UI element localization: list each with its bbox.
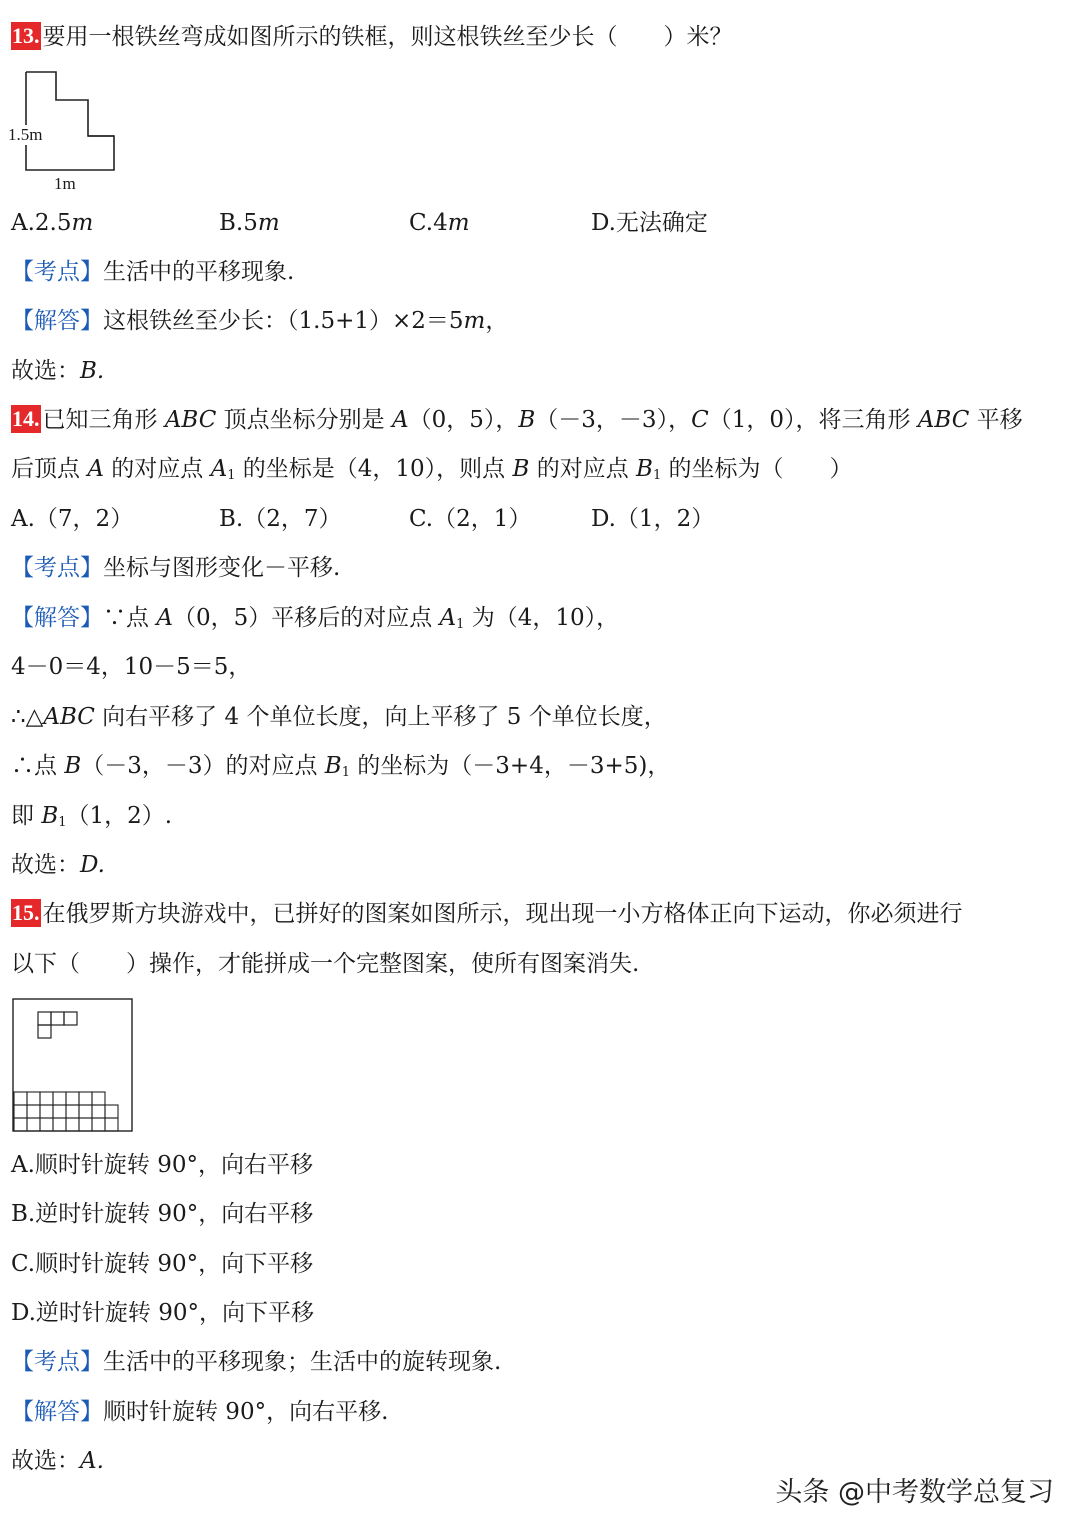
stack-cell: [66, 1118, 79, 1131]
q15-jieda: 【解答】顺时针旋转 90°，向右平移.: [11, 1399, 389, 1425]
q13-jieda: 【解答】这根铁丝至少长：（1.5+1）×2＝5m，: [11, 308, 509, 334]
q13-option-d[interactable]: D.无法确定: [591, 210, 708, 236]
q14-answer: 故选：D.: [11, 852, 105, 878]
stack-cell: [53, 1092, 66, 1105]
stack-cell: [14, 1118, 27, 1131]
jieda-tag: 【解答】: [11, 605, 103, 631]
q15-option-a[interactable]: A.顺时针旋转 90°，向右平移: [11, 1152, 313, 1178]
answer-value: D.: [80, 852, 105, 878]
q13-stem-text: 要用一根铁丝弯成如图所示的铁框，则这根铁丝至少长（ ）米？: [42, 24, 733, 50]
q13-kaodian: [11, 255, 1072, 289]
stack-cell: [40, 1118, 53, 1131]
q15-option-b[interactable]: B.逆时针旋转 90°，向右平移: [11, 1201, 314, 1227]
q13-answer: 故选：B.: [11, 358, 105, 384]
q15-answer: 故选：A.: [11, 1448, 104, 1474]
q14-jieda-line3: ∴△ABC 向右平移了 4 个单位长度，向上平移了 5 个单位长度，: [11, 704, 667, 730]
stack-cell: [92, 1118, 105, 1131]
stack-cell: [14, 1105, 27, 1118]
tetris-board-diagram: [12, 998, 134, 1134]
q13-option-c[interactable]: C.4m: [409, 210, 470, 236]
kaodian-tag: 【考点】: [11, 1349, 103, 1375]
question-number-14: 14.: [12, 406, 40, 431]
tetris-figure: [12, 998, 134, 1134]
q14-jieda-line5: 即 $B_1(1$，2）.: [11, 803, 173, 830]
q15-stem-line2: 以下（ ）操作，才能拼成一个完整图案，使所有图案消失.: [11, 951, 640, 977]
width-label: 1m: [54, 174, 76, 193]
stack-cell: [27, 1118, 40, 1131]
stack-cell: [40, 1092, 53, 1105]
stack-cell: [79, 1105, 92, 1118]
q15-kaodian: 【考点】生活中的平移现象；生活中的旋转现象.: [11, 1349, 502, 1375]
q13-option-a[interactable]: A.2.5m: [11, 210, 94, 236]
q14-stem-line2: 后顶点 A 的对应点 $A_1$ 的坐标是（4，10），则点 B 的对应点 $B_1$ 的坐标为（ ）: [11, 456, 853, 483]
question-number-13: 13.: [12, 23, 40, 48]
q13-figure: [8, 68, 128, 198]
answer-value: B.: [80, 358, 105, 384]
kaodian-tag: 【考点】: [11, 555, 103, 581]
q14-jieda-line4: ∴点 B（－3，－3）的对应点 $B_1$ 的坐标为（－3+4，－3+5)，: [11, 753, 671, 780]
q15-stem-line1: 15. 在俄罗斯方块游戏中，已拼好的图案如图所示，现出现一小方格体正向下运动，你必须进行: [12, 900, 963, 927]
q14-option-d[interactable]: D.（1，2）: [591, 506, 715, 532]
q14-option-c[interactable]: C.（2，1）: [409, 506, 532, 532]
stack-cell: [92, 1092, 105, 1105]
watermark-text: 头条 @中考数学总复习: [775, 1477, 1054, 1508]
stack-cell: [14, 1092, 27, 1105]
jieda-tag: 【解答】: [11, 1399, 103, 1425]
stack-cell: [105, 1118, 118, 1131]
stack-cell: [40, 1105, 53, 1118]
stack-cell: [27, 1105, 40, 1118]
q14-stem-line1: 14. 已知三角形 ABC 顶点坐标分别是 A（0，5），B（－3，－3），C（1，0），将三角形 ABC 平移: [12, 406, 1023, 433]
q14-jieda-line2: 4－0＝4，10－5＝5，: [11, 654, 252, 680]
kaodian-tag: 【考点】: [11, 259, 103, 285]
jieda-tag: 【解答】: [11, 308, 103, 334]
q14-option-b[interactable]: B.（2，7）: [219, 506, 342, 532]
q15-option-d[interactable]: D.逆时针旋转 90°，向下平移: [11, 1300, 315, 1326]
q15-option-c[interactable]: C.顺时针旋转 90°，向下平移: [11, 1251, 314, 1277]
stack-cell: [79, 1092, 92, 1105]
stack-cell: [79, 1118, 92, 1131]
q14-kaodian: 【考点】坐标与图形变化－平移.: [11, 555, 341, 581]
stack-cell: [27, 1092, 40, 1105]
q13-stem: [11, 20, 1072, 54]
answer-value: A.: [80, 1448, 104, 1474]
q14-jieda-line1: 【解答】∵点 A（0，5）平移后的对应点 $A_1$ 为（4，10），: [11, 605, 620, 632]
stack-cell: [105, 1105, 118, 1118]
q13-option-b[interactable]: B.5m: [219, 210, 280, 236]
stack-cell: [53, 1118, 66, 1131]
stack-cell: [92, 1105, 105, 1118]
kaodian-text: 生活中的平移现象.: [103, 259, 295, 285]
question-number-15: 15.: [12, 900, 40, 925]
q14-option-a[interactable]: A.（7，2）: [11, 506, 134, 532]
stack-cell: [53, 1105, 66, 1118]
stack-cell: [66, 1105, 79, 1118]
stack-cell: [66, 1092, 79, 1105]
wire-frame-diagram: [8, 68, 128, 178]
height-label: 1.5m: [8, 125, 43, 144]
